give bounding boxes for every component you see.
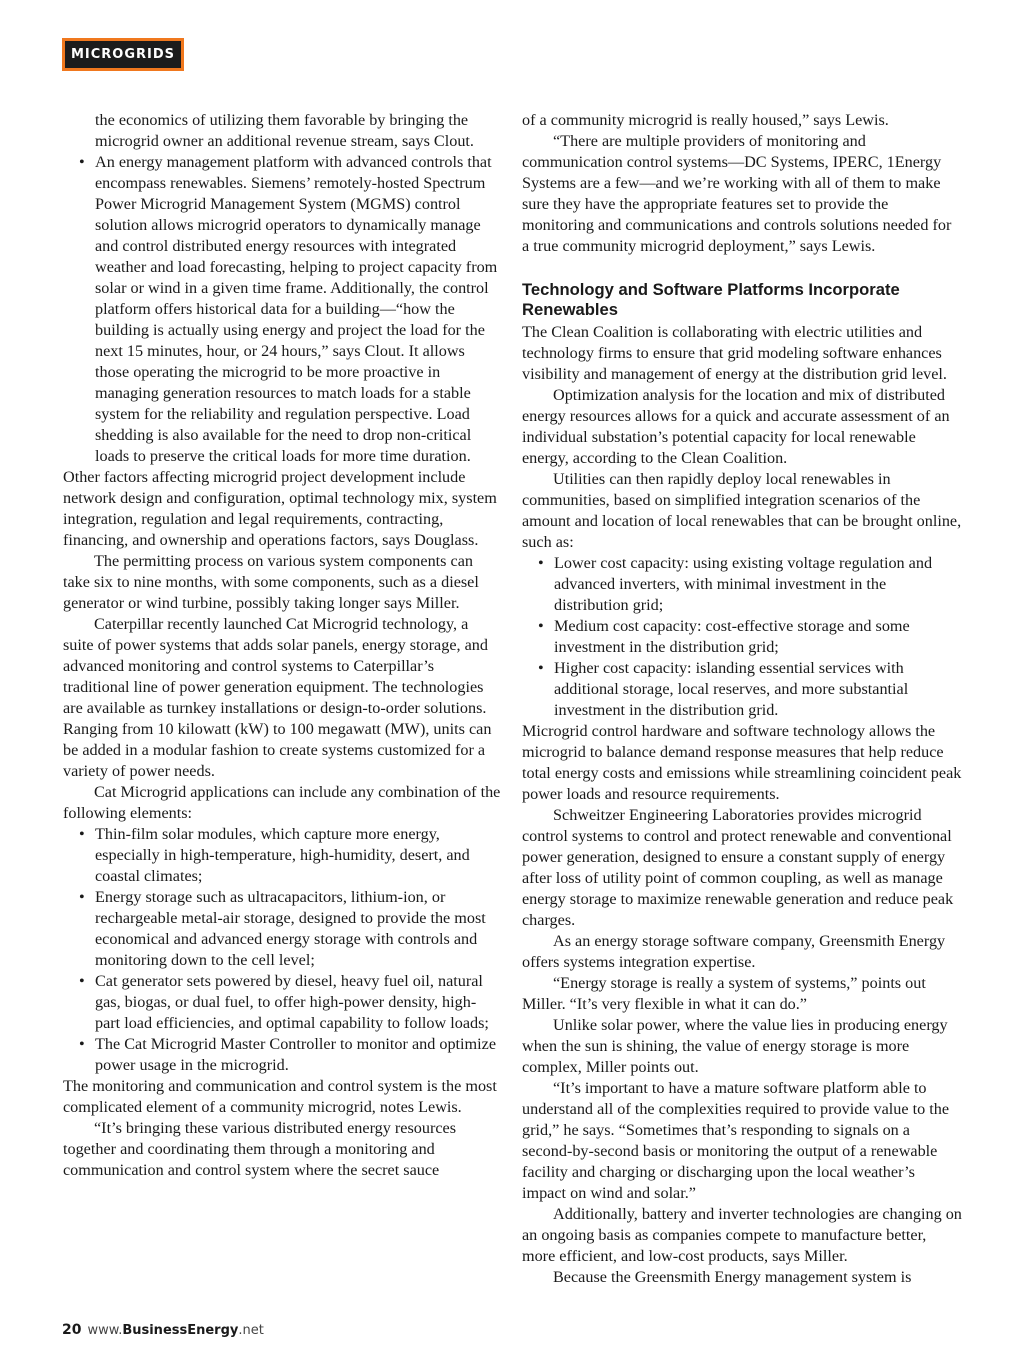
paragraph: As an energy storage software company, Greensmith Energy offers systems integration expertise. — [522, 932, 946, 971]
bullet-list — [522, 553, 962, 721]
paragraph: Cat Microgrid applications can include any combination of the following elements: — [63, 783, 501, 822]
paragraph: Additionally, battery and inverter technologies are changing on an ongoing basis as companies compete to manufacture better, more efficient, and low-cost products, says Miller. — [522, 1205, 962, 1265]
paragraph: Microgrid control hardware and software technology allows the microgrid to balance demand response measures that help reduce total energy costs and emissions while streamlining coincident peak power loads and resource requirements. — [522, 722, 962, 803]
list-item: • Energy storage such as ultracapacitors, lithium-ion, or rechargeable metal-air storage, designed to provide the most economical and advanced energy storage with controls and monitoring down to the cell level; — [63, 887, 501, 971]
paragraph: The Clean Coalition is collaborating with electric utilities and technology firms to ensure that grid modeling software enhances visibility and management of energy at the distribution grid level. — [522, 323, 947, 383]
footer-url-prefix: www. — [87, 1323, 123, 1338]
bullet-list — [63, 152, 501, 467]
list-item: • An energy management platform with advanced controls that encompass renewables. Siemens’ remotely-hosted Spectrum Power Microgrid Management System (MGMS) control solution allows microgrid operators to dynamically manage and control distributed energy resources with integrated weather and load forecasting, helping to project capacity from solar or wind in a given time frame. Additionally, the control platform offers historical data for a building—“how the building is actually using energy and project the load for the next 15 minutes, hour, or 24 hours,” says Clout. It allows those operating the microgrid to be more proactive in managing generation resources to match loads for a stable system for the reliability and regulation perspective. Load shedding is also available for the need to drop non-critical loads to preserve the critical loads for more time duration. — [63, 152, 501, 467]
paragraph: “Energy storage is really a system of systems,” points out Miller. “It’s very flexible in what it can do.” — [522, 974, 926, 1013]
paragraph: Schweitzer Engineering Laboratories provides microgrid control systems to control and protect renewable and conventional power generation, designed to ensure a constant supply of energy after loss of utility point of common coupling, as well as manage energy storage to maximize renewable generation and reduce peak charges. — [522, 806, 954, 929]
paragraph: Other factors affecting microgrid project development include network design and configuration, optimal technology mix, system integration, regulation and legal requirements, contracting, financing, and ownership and operations factors, says Douglass. — [63, 468, 497, 549]
right-column — [522, 110, 962, 1315]
paragraph: Caterpillar recently launched Cat Microgrid technology, a suite of power systems that adds solar panels, energy storage, and advanced monitoring and control systems to Caterpillar’s traditional line of power generation equipment. The technologies are available as turnkey installations or design-to-order solutions. Ranging from 10 kilowatt (kW) to 100 megawatt (MW), units can be added in a modular fashion to create systems customized for a variety of power needs. — [63, 615, 492, 780]
footer-url-suffix: .net — [238, 1323, 264, 1338]
paragraph: “It’s important to have a mature software platform able to understand all of the complexities required to provide value to the grid,” he says. “Sometimes that’s responding to signals on a second-by-second basis or monitoring the output of a renewable facility and charging or discharging upon the local weather’s impact on wind and solar.” — [522, 1079, 950, 1202]
paragraph: of a community microgrid is really housed,” says Lewis. — [522, 111, 889, 129]
paragraph: “There are multiple providers of monitoring and communication control systems—DC Systems, IPERC, 1Energy Systems are a few—and we’re working with all of them to make sure they have the appropriate features set to provide the monitoring and communications and controls solutions needed for a true community microgrid deployment,” says Lewis. — [522, 132, 952, 255]
paragraph: The monitoring and communication and control system is the most complicated element of a community microgrid, notes Lewis. — [63, 1077, 497, 1116]
list-item: • Thin-film solar modules, which capture more energy, especially in high-temperature, high-humidity, desert, and coastal climates; — [63, 824, 501, 887]
list-item: • Cat generator sets powered by diesel, heavy fuel oil, natural gas, biogas, or dual fuel, to offer high-power density, high-part load efficiencies, and optimal capability to follow loads; — [63, 971, 501, 1034]
paragraph: the economics of utilizing them favorable by bringing the microgrid owner an additional revenue stream, says Clout. — [95, 111, 474, 150]
page-number: 20 — [62, 1322, 82, 1338]
paragraph: Unlike solar power, where the value lies in producing energy when the sun is shining, the value of energy storage is more complex, Miller points out. — [522, 1016, 948, 1076]
section-tag: MICROGRIDS — [62, 38, 184, 71]
paragraph: Utilities can then rapidly deploy local renewables in communities, based on simplified integration scenarios of the amount and location of local renewables that can be brought online, such as: — [522, 470, 962, 551]
list-item: • Higher cost capacity: islanding essential services with additional storage, local reserves, and more substantial investment in the distribution grid. — [522, 658, 962, 721]
list-item: • Medium cost capacity: cost-effective storage and some investment in the distribution grid; — [522, 616, 962, 658]
paragraph: Optimization analysis for the location and mix of distributed energy resources allows for a quick and accurate assessment of an individual substation’s potential capacity for local renewable energy, according to the Clean Coalition. — [522, 386, 950, 467]
paragraph: Because the Greensmith Energy management system is — [553, 1268, 912, 1286]
bullet-list — [63, 824, 501, 1076]
paragraph: The permitting process on various system components can take six to nine months, with some components, such as a diesel generator or wind turbine, possibly taking longer says Miller. — [63, 552, 479, 612]
paragraph: “It’s bringing these various distributed energy resources together and coordinating them through a monitoring and communication and control system where the secret sauce — [63, 1119, 457, 1179]
list-item: • Lower cost capacity: using existing voltage regulation and advanced inverters, with minimal investment in the distribution grid; — [522, 553, 962, 616]
left-column — [63, 110, 501, 1315]
section-heading: Technology and Software Platforms Incorporate Renewables — [522, 280, 900, 319]
footer-url-main: BusinessEnergy — [122, 1323, 239, 1338]
list-item: • The Cat Microgrid Master Controller to monitor and optimize power usage in the microgrid. — [63, 1034, 501, 1076]
page-footer — [62, 1322, 264, 1338]
